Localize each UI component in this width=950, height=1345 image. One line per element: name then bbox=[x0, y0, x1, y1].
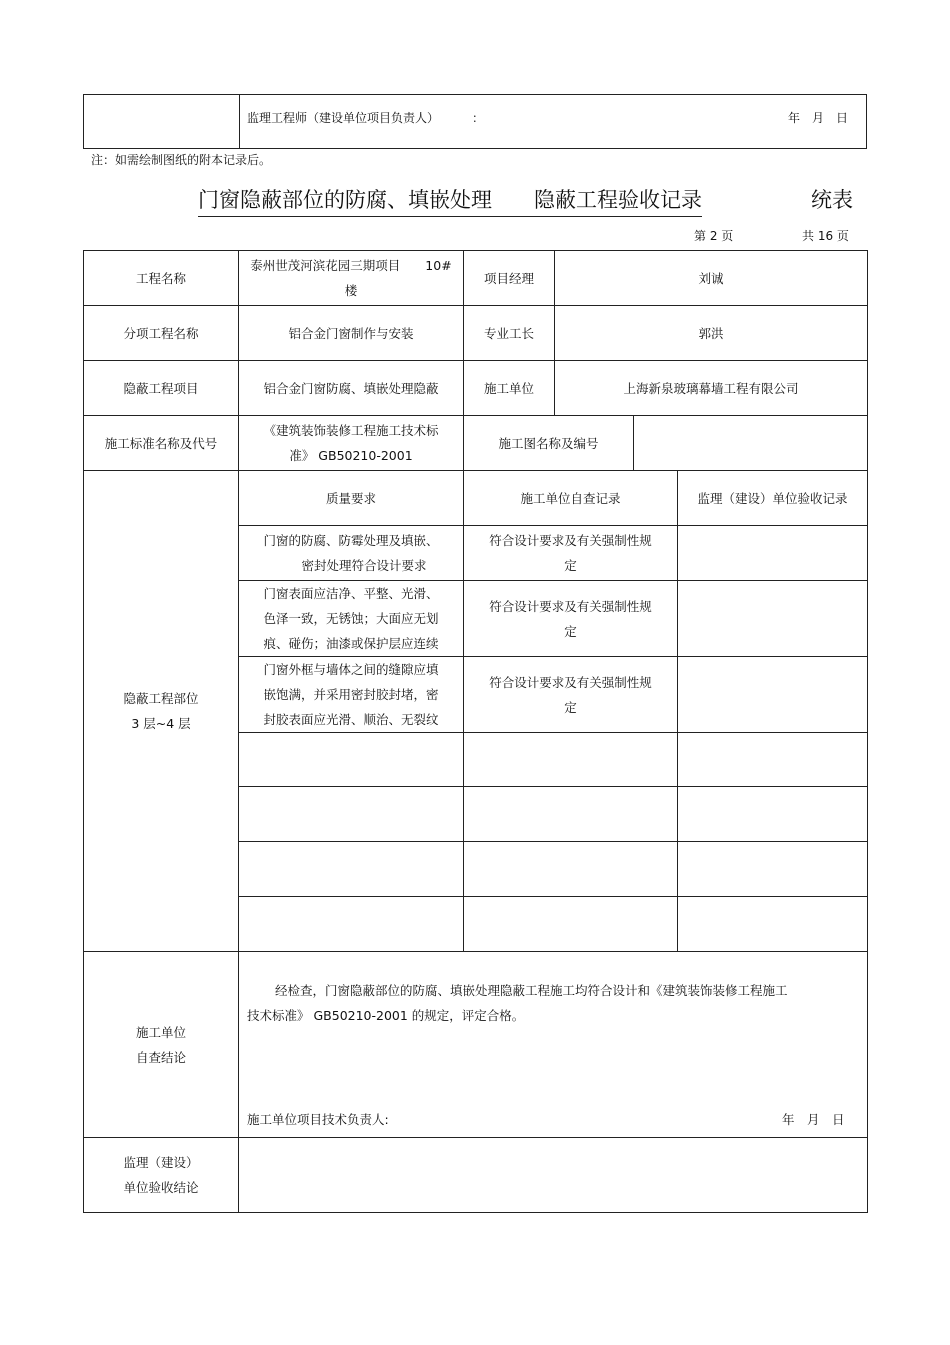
inspection-header-row bbox=[84, 471, 868, 526]
requirement-line: 门窗外框与墙体之间的缝隙应填 bbox=[263, 662, 439, 677]
pm-label: 项目经理 bbox=[464, 251, 555, 306]
project-name-line1: 泰州世茂河滨花园三期项目 10# bbox=[250, 258, 452, 273]
self-check-cell bbox=[464, 526, 678, 581]
standard-label: 施工标准名称及代号 bbox=[84, 416, 239, 471]
top-date: 年 月 日 bbox=[788, 111, 849, 125]
row-hidden-item bbox=[84, 361, 868, 416]
header-self-check: 施工单位自查记录 bbox=[464, 471, 678, 526]
requirement-line: 色泽一致，无锈蚀；大面应无划 bbox=[263, 611, 439, 626]
contractor-value: 上海新泉玻璃幕墙工程有限公司 bbox=[555, 361, 868, 416]
row-standard bbox=[84, 416, 868, 471]
self-check-cell bbox=[464, 657, 678, 733]
standard-line2: 准》 GB50210-2001 bbox=[289, 448, 413, 463]
empty-cell bbox=[678, 733, 868, 787]
contractor-label: 施工单位 bbox=[464, 361, 555, 416]
empty-cell bbox=[239, 842, 464, 897]
self-check-line: 符合设计要求及有关强制性规 bbox=[489, 674, 652, 690]
self-check-conclusion-row bbox=[84, 952, 868, 1138]
supervisor-cell bbox=[678, 526, 868, 581]
self-check-cell bbox=[464, 581, 678, 657]
conclusion-text-line1: 经检查，门窗隐蔽部位的防腐、填嵌处理隐蔽工程施工均符合设计和《建筑装饰装修工程施工 bbox=[275, 983, 788, 998]
self-check-label-line2: 自查结论 bbox=[135, 1049, 186, 1065]
title-part2: 隐蔽工程验收记录 bbox=[534, 184, 702, 217]
requirement-cell bbox=[239, 581, 464, 657]
requirement-line: 封胶表面应光滑、顺治、无裂纹 bbox=[263, 712, 439, 727]
foreman-value: 郭洪 bbox=[555, 306, 868, 361]
tech-lead-signature-label: 施工单位项目技术负责人: bbox=[247, 1112, 389, 1127]
title-underline-gap bbox=[492, 192, 534, 217]
supervisor-conclusion-row bbox=[84, 1138, 868, 1213]
self-check-line: 符合设计要求及有关强制性规 bbox=[489, 533, 652, 548]
location-value: 3 层~4 层 bbox=[131, 716, 191, 731]
empty-cell bbox=[464, 897, 678, 952]
note-text: 注：如需绘制图纸的附本记录后。 bbox=[91, 153, 272, 167]
empty-cell bbox=[678, 842, 868, 897]
self-check-conclusion-label bbox=[84, 952, 239, 1138]
title-part3: 统表 bbox=[811, 188, 853, 212]
supervisor-label: 监理工程师（建设单位项目负责人） bbox=[247, 111, 440, 125]
empty-cell bbox=[678, 787, 868, 842]
empty-cell bbox=[239, 897, 464, 952]
empty-cell bbox=[464, 733, 678, 787]
supervisor-cell bbox=[678, 581, 868, 657]
supervisor-label-line2: 单位验收结论 bbox=[123, 1180, 199, 1195]
self-check-date: 年 月 日 bbox=[782, 1112, 845, 1127]
supervisor-cell bbox=[678, 657, 868, 733]
top-box-divider bbox=[239, 95, 240, 148]
page-current: 第 2 页 bbox=[694, 229, 734, 243]
row-subproject bbox=[84, 306, 868, 361]
subproject-label: 分项工程名称 bbox=[84, 306, 239, 361]
requirement-line: 嵌饱满，并采用密封胶封堵，密 bbox=[263, 687, 439, 702]
project-name-label: 工程名称 bbox=[84, 251, 239, 306]
requirement-cell bbox=[239, 657, 464, 733]
drawing-label: 施工图名称及编号 bbox=[464, 416, 634, 471]
self-check-line: 定 bbox=[564, 558, 577, 573]
self-check-line: 定 bbox=[564, 623, 577, 639]
header-supervisor-record: 监理（建设）单位验收记录 bbox=[678, 471, 868, 526]
requirement-line: 痕、碰伤；油漆或保护层应连续 bbox=[263, 636, 439, 651]
subproject-value: 铝合金门窗制作与安装 bbox=[239, 306, 464, 361]
supervisor-colon: ： bbox=[472, 111, 485, 125]
requirement-cell bbox=[239, 526, 464, 581]
pm-value: 刘诚 bbox=[555, 251, 868, 306]
page-total: 共 16 页 bbox=[802, 229, 849, 243]
self-check-label-line1: 施工单位 bbox=[135, 1024, 186, 1040]
requirement-line: 密封处理符合设计要求 bbox=[301, 558, 427, 573]
standard-line1: 《建筑装饰装修工程施工技术标 bbox=[263, 423, 439, 438]
self-check-line: 符合设计要求及有关强制性规 bbox=[489, 598, 652, 614]
supervisor-conclusion-body bbox=[239, 1138, 868, 1213]
project-name-value bbox=[239, 251, 464, 306]
empty-cell bbox=[239, 733, 464, 787]
requirement-line: 门窗表面应洁净、平整、光滑、 bbox=[263, 586, 439, 601]
supervisor-conclusion-label bbox=[84, 1138, 239, 1213]
supervisor-label-line1: 监理（建设） bbox=[123, 1155, 199, 1170]
location-label: 隐蔽工程部位 bbox=[123, 691, 199, 706]
page-title bbox=[198, 184, 858, 214]
top-signature-box bbox=[83, 94, 867, 149]
empty-cell bbox=[464, 787, 678, 842]
drawing-value bbox=[634, 416, 868, 471]
requirement-line: 门窗的防腐、防霉处理及填嵌、 bbox=[263, 533, 439, 548]
self-check-conclusion-body bbox=[239, 952, 868, 1138]
foreman-label: 专业工长 bbox=[464, 306, 555, 361]
self-check-line: 定 bbox=[564, 699, 577, 715]
standard-value bbox=[239, 416, 464, 471]
project-name-line2: 楼 bbox=[344, 283, 358, 298]
empty-cell bbox=[239, 787, 464, 842]
location-cell bbox=[84, 471, 239, 952]
empty-cell bbox=[678, 897, 868, 952]
hidden-item-label: 隐蔽工程项目 bbox=[84, 361, 239, 416]
title-part1: 门窗隐蔽部位的防腐、填嵌处理 bbox=[198, 184, 492, 217]
acceptance-table bbox=[83, 250, 868, 1213]
row-project-name bbox=[84, 251, 868, 306]
header-quality-requirement: 质量要求 bbox=[239, 471, 464, 526]
hidden-item-value: 铝合金门窗防腐、填嵌处理隐蔽 bbox=[239, 361, 464, 416]
conclusion-text-line2: 技术标准》 GB50210-2001 的规定，评定合格。 bbox=[247, 1008, 525, 1023]
empty-cell bbox=[464, 842, 678, 897]
